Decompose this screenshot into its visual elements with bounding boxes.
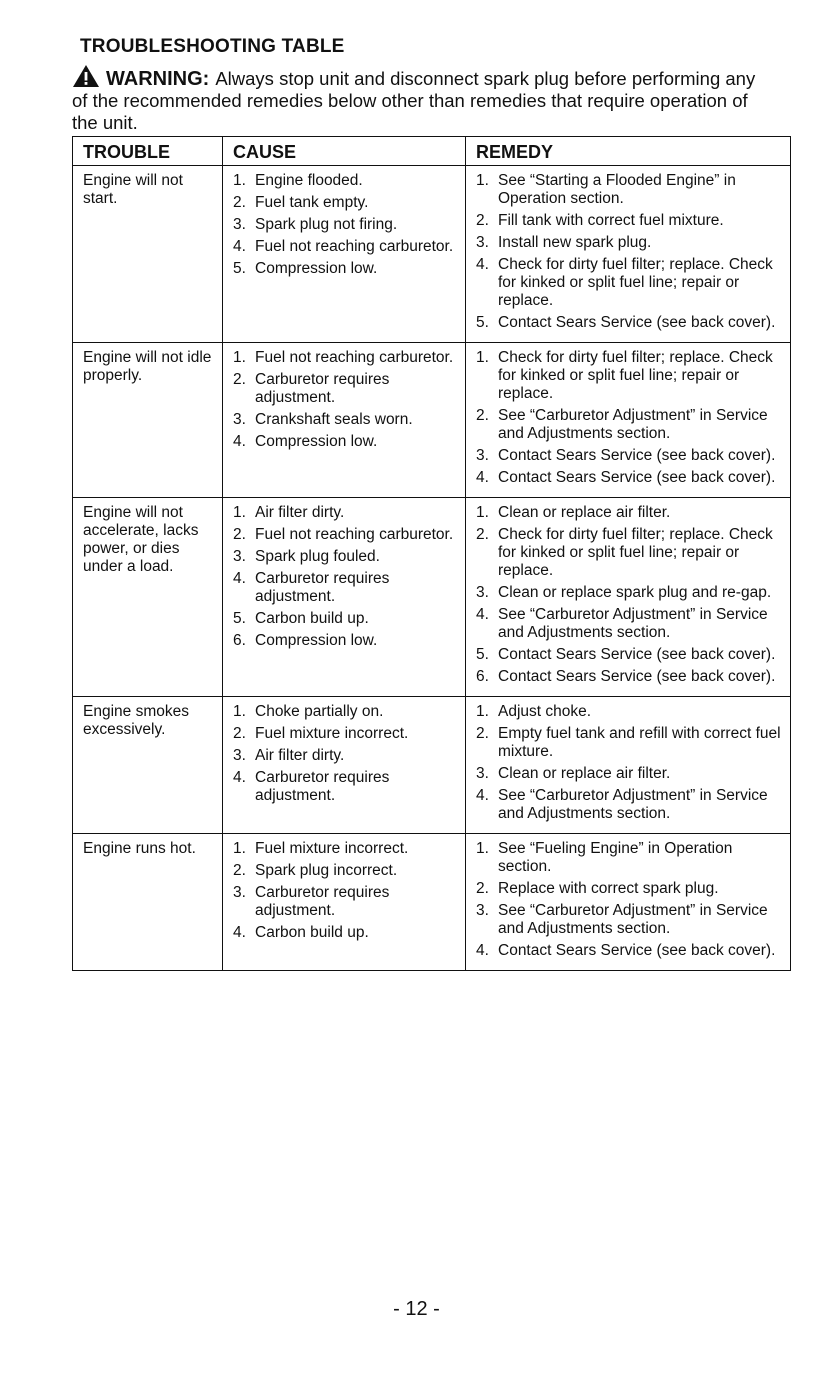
cause-item: 1. Fuel mixture incorrect. [233,840,409,857]
remedy-item: 4. See “Carburetor Adjustment” in Service and Adjustments section. [476,787,768,822]
remedy-item: 2. Empty fuel tank and refill with correct fuel mixture. [476,725,781,760]
cause-item: 3. Air filter dirty. [233,747,345,764]
remedy-item: 4. Check for dirty fuel filter; replace. Check for kinked or split fuel line; repair or replace. [476,256,773,309]
remedy-text: Replace with correct spark plug. [498,880,719,897]
remedy-list [476,172,784,332]
cause-text: Carbon build up. [255,610,369,627]
cause-text: Spark plug fouled. [255,548,380,565]
cause-text: Fuel not reaching carburetor. [255,526,454,543]
cause-item: 1. Engine flooded. [233,172,363,189]
remedy-item: 3. See “Carburetor Adjustment” in Service and Adjustments section. [476,902,768,937]
remedy-text: Clean or replace spark plug and re-gap. [498,584,772,601]
remedy-list [476,504,784,686]
table-row [73,834,791,971]
cause-text: Fuel not reaching carburetor. [255,238,454,255]
remedy-item: 1. See “Fueling Engine” in Operation section. [476,840,733,875]
remedy-cell [466,834,791,971]
cause-text: Engine flooded. [255,172,363,189]
cause-cell [223,498,466,697]
cause-item: 3. Crankshaft seals worn. [233,411,413,428]
cause-text: Crankshaft seals worn. [255,411,413,428]
header-cause: CAUSE [223,137,466,166]
remedy-text: Contact Sears Service (see back cover). [498,668,776,685]
remedy-text: Contact Sears Service (see back cover). [498,646,776,663]
cause-list [233,504,459,650]
remedy-text: Clean or replace air filter. [498,765,671,782]
cause-item: 1. Air filter dirty. [233,504,345,521]
trouble-cell: Engine will not start. [73,166,223,343]
cause-item: 1. Choke partially on. [233,703,384,720]
cause-text: Carbon build up. [255,924,369,941]
cause-text: Air filter dirty. [255,747,345,764]
remedy-item: 4. Contact Sears Service (see back cover). [476,942,776,959]
cause-text: Carburetor requires adjustment. [255,570,390,605]
page-number: - 12 - [393,1298,440,1320]
cause-list [233,349,459,451]
cause-text: Fuel tank empty. [255,194,369,211]
remedy-text: Check for dirty fuel filter; replace. Check for kinked or split fuel line; repair or replace. [498,256,773,309]
cause-text: Carburetor requires adjustment. [255,769,390,804]
warning-block [72,64,772,134]
remedy-text: See “Fueling Engine” in Operation section. [498,840,733,875]
table-row [73,166,791,343]
remedy-list [476,840,784,960]
cause-text: Fuel mixture incorrect. [255,840,409,857]
cause-item: 2. Fuel not reaching carburetor. [233,526,454,543]
cause-item: 2. Carburetor requires adjustment. [233,371,390,406]
table-row [73,498,791,697]
cause-text: Carburetor requires adjustment. [255,884,390,919]
remedy-item: 3. Contact Sears Service (see back cover). [476,447,776,464]
header-trouble: TROUBLE [73,137,223,166]
cause-item: 1. Fuel not reaching carburetor. [233,349,454,366]
remedy-item: 1. Check for dirty fuel filter; replace. Check for kinked or split fuel line; repair or replace. [476,349,773,402]
cause-item: 4. Compression low. [233,433,378,450]
warning-icon [72,64,100,88]
remedy-item: 2. Check for dirty fuel filter; replace. Check for kinked or split fuel line; repair or replace. [476,526,773,579]
troubleshooting-table [72,136,791,971]
trouble-cell: Engine will not idle properly. [73,343,223,498]
remedy-cell [466,166,791,343]
remedy-text: Install new spark plug. [498,234,652,251]
remedy-text: See “Carburetor Adjustment” in Service and Adjustments section. [498,407,768,442]
remedy-item: 4. See “Carburetor Adjustment” in Service and Adjustments section. [476,606,768,641]
remedy-text: Contact Sears Service (see back cover). [498,447,776,464]
remedy-item: 1. Clean or replace air filter. [476,504,671,521]
remedy-item: 2. Replace with correct spark plug. [476,880,719,897]
table-row [73,697,791,834]
cause-list [233,172,459,278]
cause-item: 2. Fuel tank empty. [233,194,369,211]
page-title: TROUBLESHOOTING TABLE [80,36,345,57]
cause-list [233,840,459,942]
remedy-cell [466,498,791,697]
remedy-text: Contact Sears Service (see back cover). [498,314,776,331]
cause-text: Compression low. [255,260,378,277]
warning-label: WARNING: [106,68,210,90]
remedy-text: Contact Sears Service (see back cover). [498,469,776,486]
remedy-item: 6. Contact Sears Service (see back cover). [476,668,776,685]
remedy-text: Empty fuel tank and refill with correct fuel mixture. [498,725,781,760]
remedy-item: 3. Clean or replace spark plug and re-gap. [476,584,772,601]
remedy-item: 3. Install new spark plug. [476,234,652,251]
remedy-item: 4. Contact Sears Service (see back cover). [476,469,776,486]
warning-text: Always stop unit and disconnect spark plug before performing any of the recommended remedies below other than remedies that require operation of the unit. [72,68,756,133]
cause-item: 5. Carbon build up. [233,610,369,627]
cause-item: 2. Fuel mixture incorrect. [233,725,409,742]
cause-cell [223,343,466,498]
remedy-list [476,349,784,487]
table-row [73,343,791,498]
cause-text: Spark plug incorrect. [255,862,398,879]
cause-text: Fuel not reaching carburetor. [255,349,454,366]
remedy-list [476,703,784,823]
remedy-item: 1. Adjust choke. [476,703,592,720]
remedy-text: Check for dirty fuel filter; replace. Check for kinked or split fuel line; repair or replace. [498,349,773,402]
header-remedy: REMEDY [466,137,791,166]
cause-text: Compression low. [255,433,378,450]
cause-item: 4. Carburetor requires adjustment. [233,769,390,804]
remedy-cell [466,343,791,498]
remedy-text: Clean or replace air filter. [498,504,671,521]
trouble-cell: Engine runs hot. [73,834,223,971]
cause-cell [223,697,466,834]
remedy-text: Contact Sears Service (see back cover). [498,942,776,959]
cause-item: 2. Spark plug incorrect. [233,862,398,879]
cause-item: 4. Carburetor requires adjustment. [233,570,390,605]
remedy-text: See “Carburetor Adjustment” in Service and Adjustments section. [498,606,768,641]
remedy-text: See “Carburetor Adjustment” in Service and Adjustments section. [498,902,768,937]
remedy-text: Adjust choke. [498,703,592,720]
cause-text: Choke partially on. [255,703,384,720]
remedy-text: See “Carburetor Adjustment” in Service and Adjustments section. [498,787,768,822]
remedy-text: Fill tank with correct fuel mixture. [498,212,724,229]
remedy-cell [466,697,791,834]
table-header-row [73,137,791,166]
remedy-text: Check for dirty fuel filter; replace. Check for kinked or split fuel line; repair or replace. [498,526,773,579]
remedy-item: 1. See “Starting a Flooded Engine” in Operation section. [476,172,736,207]
cause-cell [223,166,466,343]
cause-item: 3. Spark plug fouled. [233,548,380,565]
cause-text: Compression low. [255,632,378,649]
cause-item: 4. Carbon build up. [233,924,369,941]
cause-item: 3. Spark plug not firing. [233,216,398,233]
remedy-item: 5. Contact Sears Service (see back cover). [476,314,776,331]
remedy-item: 5. Contact Sears Service (see back cover). [476,646,776,663]
remedy-item: 2. See “Carburetor Adjustment” in Service and Adjustments section. [476,407,768,442]
trouble-cell: Engine smokes excessively. [73,697,223,834]
cause-item: 6. Compression low. [233,632,378,649]
cause-text: Carburetor requires adjustment. [255,371,390,406]
cause-item: 5. Compression low. [233,260,378,277]
remedy-item: 3. Clean or replace air filter. [476,765,671,782]
cause-cell [223,834,466,971]
cause-text: Air filter dirty. [255,504,345,521]
trouble-cell: Engine will not accelerate, lacks power, or dies under a load. [73,498,223,697]
cause-item: 4. Fuel not reaching carburetor. [233,238,454,255]
remedy-item: 2. Fill tank with correct fuel mixture. [476,212,724,229]
cause-text: Spark plug not firing. [255,216,398,233]
cause-text: Fuel mixture incorrect. [255,725,409,742]
cause-list [233,703,459,805]
remedy-text: See “Starting a Flooded Engine” in Operation section. [498,172,736,207]
cause-item: 3. Carburetor requires adjustment. [233,884,390,919]
